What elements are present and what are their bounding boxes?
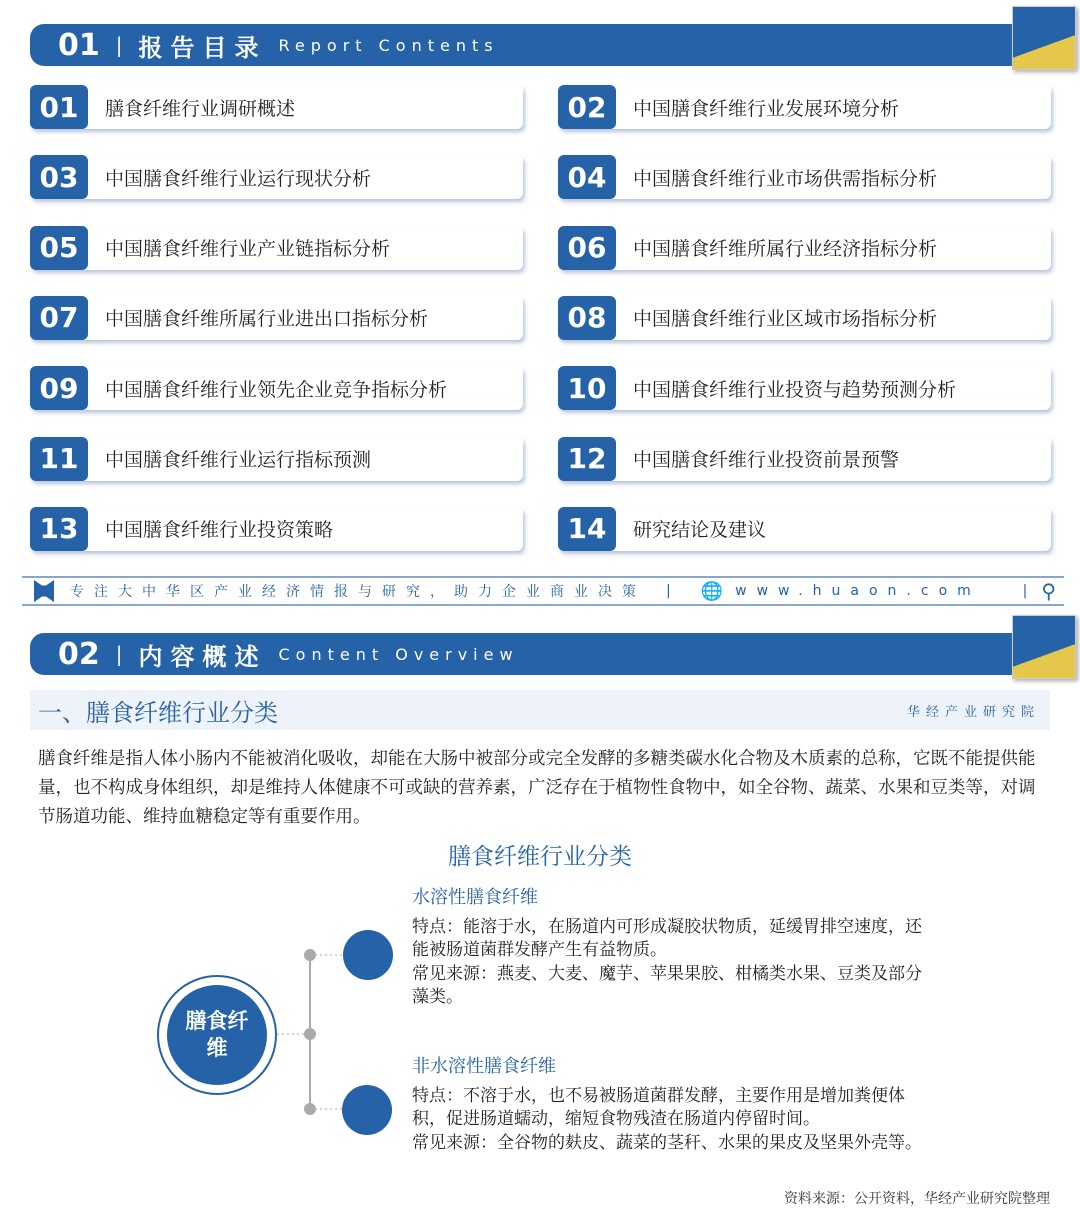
toc-item-label: 中国膳食纤维行业投资前景预警	[633, 449, 900, 471]
connector-dot	[304, 1028, 316, 1040]
toc-item-label: 中国膳食纤维所属行业经济指标分析	[633, 238, 938, 261]
header-subtitle: Report Contents	[278, 35, 499, 55]
org-name: 华经产业研究院	[906, 704, 1040, 720]
toc-item-number: 13	[30, 507, 88, 551]
toc-item-number: 07	[30, 296, 88, 340]
toc-item-number: 05	[30, 226, 88, 270]
toc-item-label: 中国膳食纤维行业领先企业竞争指标分析	[105, 378, 448, 401]
toc-item-number: 04	[558, 155, 616, 199]
category-feature: 特点：能溶于水，在肠道内可形成凝胶状物质，延缓胃排空速度，还能被肠道菌群发酵产生有益物质。	[412, 916, 922, 960]
toc-item-label: 中国膳食纤维行业市场供需指标分析	[633, 167, 938, 190]
toc-item-number: 08	[558, 296, 616, 340]
toc-item-label: 中国膳食纤维行业区域市场指标分析	[633, 308, 938, 331]
toc-item-number: 11	[30, 437, 88, 481]
category-node	[343, 930, 393, 980]
category-title: 非水溶性膳食纤维	[412, 1056, 556, 1077]
intro-paragraph: 膳食纤维是指人体小肠内不能被消化吸收，却能在大肠中被部分或完全发酵的多糖类碳水化合物及木质素的总称，它既不能提供能量，也不构成身体组织，却是维持人体健康不可或缺的营养素，广泛存在于植物性食物中，如全谷物、蔬菜、水果和豆类等，对调节肠道功能、维持血糖稳定等有重要作用。	[38, 749, 1036, 827]
toc-item-label: 膳食纤维行业调研概述	[105, 97, 296, 120]
toc-item-label: 中国膳食纤维行业运行指标预测	[105, 449, 372, 471]
header-title: 报告目录	[138, 33, 267, 62]
header-num: 01	[58, 27, 100, 63]
toc-item-number: 06	[558, 226, 616, 270]
toc-item-number: 12	[558, 437, 616, 481]
center-node	[157, 975, 277, 1095]
toc-item-label: 中国膳食纤维行业产业链指标分析	[105, 238, 391, 261]
toc-item-number: 01	[30, 85, 88, 129]
toc-item-number: 02	[558, 85, 616, 129]
toc-item-number: 10	[558, 366, 616, 410]
toc-item-label: 中国膳食纤维行业发展环境分析	[633, 97, 900, 120]
diagram-title: 膳食纤维行业分类	[448, 844, 632, 870]
category-source: 常见来源：全谷物的麸皮、蔬菜的茎秆、水果的果皮及坚果外壳等。	[412, 1132, 922, 1153]
connector-dot	[304, 949, 316, 961]
connector-dot	[304, 1103, 316, 1115]
category-title: 水溶性膳食纤维	[412, 887, 538, 908]
search-icon[interactable]: ⚲	[1041, 579, 1056, 603]
toc-item-number: 03	[30, 155, 88, 199]
category-node	[342, 1085, 392, 1135]
slogan-strip: 专注大中华区产业经济情报与研究，助力企业商业决策 | 🌐 www.huaon.com | ⚲	[22, 576, 1064, 606]
toc-item-number: 14	[558, 507, 616, 551]
header-sep: |	[115, 33, 123, 57]
toc-item-label: 中国膳食纤维行业投资策略	[105, 519, 334, 542]
globe-icon: 🌐	[700, 580, 724, 602]
category-insoluble	[412, 1055, 922, 1155]
header-title: 内容概述	[138, 642, 267, 671]
header-num: 02	[58, 636, 100, 672]
header-subtitle: Content Overview	[278, 644, 519, 664]
toc-item-label: 中国膳食纤维行业投资与趋势预测分析	[633, 378, 957, 401]
category-soluble	[412, 886, 922, 1010]
toc-item-label: 中国膳食纤维所属行业进出口指标分析	[105, 308, 429, 331]
website-link[interactable]: www.huaon.com	[735, 583, 981, 599]
center-label: 膳食纤维	[167, 985, 267, 1085]
slogan: 专注大中华区产业经济情报与研究，助力企业商业决策	[70, 584, 646, 600]
toc-item-number: 09	[30, 366, 88, 410]
category-feature: 特点：不溶于水，也不易被肠道菌群发酵，主要作用是增加粪便体积，促进肠道蠕动，缩短食物残渣在肠道内停留时间。	[412, 1085, 905, 1129]
source-note: 资料来源：公开资料，华经产业研究院整理	[784, 1191, 1050, 1207]
section-title: 一、膳食纤维行业分类	[38, 698, 278, 727]
toc-item-label: 研究结论及建议	[633, 519, 767, 542]
category-source: 常见来源：燕麦、大麦、魔芋、苹果果胶、柑橘类水果、豆类及部分藻类。	[412, 963, 922, 1007]
toc-item-label: 中国膳食纤维行业运行现状分析	[105, 167, 372, 190]
header-sep: |	[115, 642, 123, 666]
